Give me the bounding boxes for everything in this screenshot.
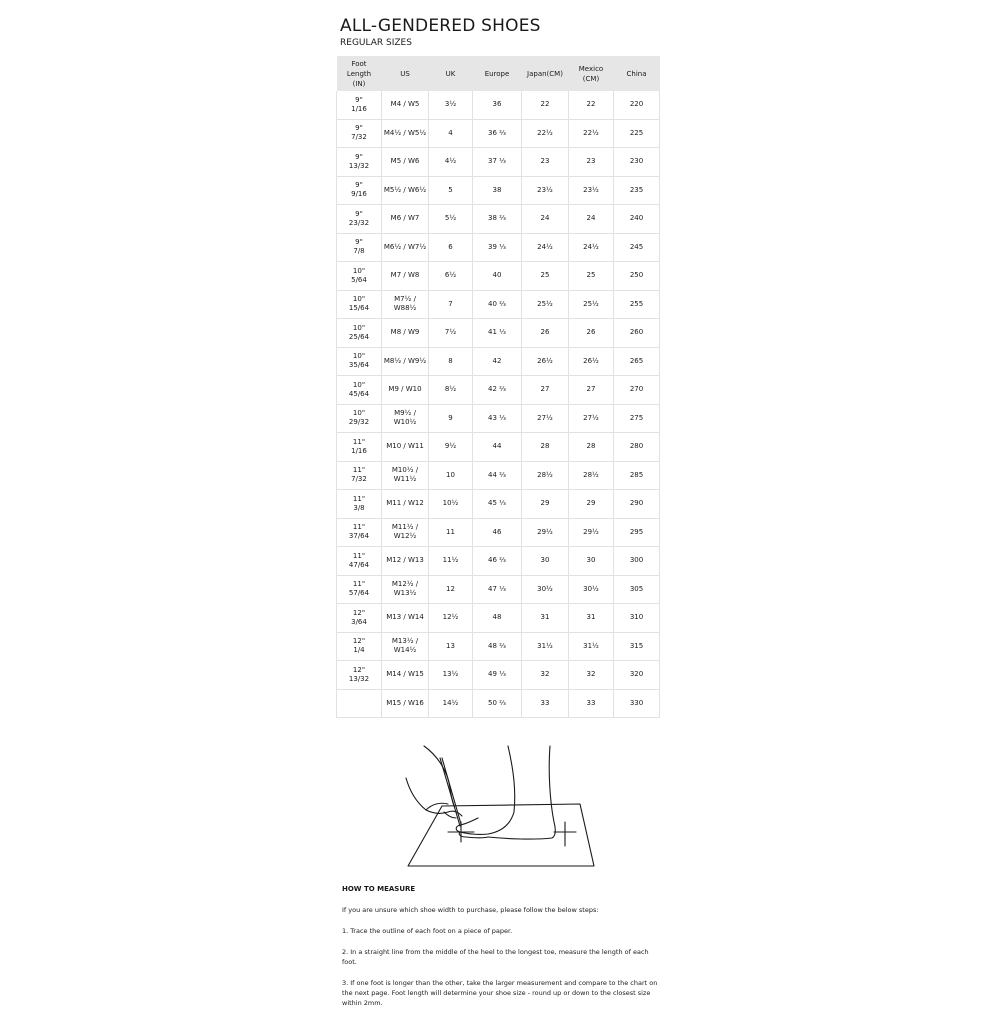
europe-size-cell: 47 ⅓ — [473, 575, 522, 604]
table-row — [337, 404, 660, 433]
uk-size-cell: 6½ — [429, 262, 473, 291]
uk-size-cell: 7 — [429, 290, 473, 319]
japan-size-cell: 26 — [522, 319, 569, 348]
japan-size-cell: 31½ — [522, 632, 569, 661]
page-subtitle: REGULAR SIZES — [340, 38, 412, 48]
us-size-cell: M6 / W7 — [382, 205, 429, 234]
foot-length-cell: 9" 7/8 — [337, 233, 382, 262]
uk-size-cell: 10½ — [429, 490, 473, 519]
europe-size-cell: 50 ⅔ — [473, 689, 522, 718]
foot-length-cell: 11" 3/8 — [337, 490, 382, 519]
mexico-size-cell: 28 — [569, 433, 614, 462]
foot-length-cell: 10" 35/64 — [337, 347, 382, 376]
table-row — [337, 661, 660, 690]
foot-length-cell: 12" 1/4 — [337, 632, 382, 661]
us-size-cell: M12½ / W13½ — [382, 575, 429, 604]
china-size-cell: 310 — [614, 604, 660, 633]
us-size-cell: M7 / W8 — [382, 262, 429, 291]
mexico-size-cell: 25 — [569, 262, 614, 291]
header-japan: Japan(CM) — [522, 56, 569, 91]
mexico-size-cell: 33 — [569, 689, 614, 718]
japan-size-cell: 29½ — [522, 518, 569, 547]
how-to-measure-section — [342, 885, 662, 1019]
uk-size-cell: 8 — [429, 347, 473, 376]
us-size-cell: M4 / W5 — [382, 91, 429, 119]
foot-length-cell: 9" 1/16 — [337, 91, 382, 119]
china-size-cell: 235 — [614, 176, 660, 205]
japan-size-cell: 28 — [522, 433, 569, 462]
table-row — [337, 233, 660, 262]
uk-size-cell: 3½ — [429, 91, 473, 119]
europe-size-cell: 40 — [473, 262, 522, 291]
mexico-size-cell: 24½ — [569, 233, 614, 262]
mexico-size-cell: 22½ — [569, 119, 614, 148]
uk-size-cell: 10 — [429, 461, 473, 490]
table-row — [337, 205, 660, 234]
mexico-size-cell: 28½ — [569, 461, 614, 490]
foot-length-cell: 11" 47/64 — [337, 547, 382, 576]
foot-length-cell: 10" 25/64 — [337, 319, 382, 348]
japan-size-cell: 27 — [522, 376, 569, 405]
mexico-size-cell: 26½ — [569, 347, 614, 376]
table-row — [337, 518, 660, 547]
europe-size-cell: 36 — [473, 91, 522, 119]
foot-length-cell: 9" 7/32 — [337, 119, 382, 148]
uk-size-cell: 4 — [429, 119, 473, 148]
us-size-cell: M14 / W15 — [382, 661, 429, 690]
mexico-size-cell: 27 — [569, 376, 614, 405]
mexico-size-cell: 31 — [569, 604, 614, 633]
uk-size-cell: 12½ — [429, 604, 473, 633]
table-row — [337, 376, 660, 405]
china-size-cell: 275 — [614, 404, 660, 433]
uk-size-cell: 13½ — [429, 661, 473, 690]
table-row — [337, 547, 660, 576]
mexico-size-cell: 26 — [569, 319, 614, 348]
europe-size-cell: 40 ⅔ — [473, 290, 522, 319]
europe-size-cell: 37 ⅓ — [473, 148, 522, 177]
header-europe: Europe — [473, 56, 522, 91]
japan-size-cell: 28½ — [522, 461, 569, 490]
table-row — [337, 461, 660, 490]
china-size-cell: 290 — [614, 490, 660, 519]
china-size-cell: 295 — [614, 518, 660, 547]
japan-size-cell: 22½ — [522, 119, 569, 148]
us-size-cell: M7½ / W88½ — [382, 290, 429, 319]
us-size-cell: M6½ / W7½ — [382, 233, 429, 262]
us-size-cell: M10½ / W11½ — [382, 461, 429, 490]
china-size-cell: 330 — [614, 689, 660, 718]
foot-length-cell: 9" 23/32 — [337, 205, 382, 234]
us-size-cell: M13 / W14 — [382, 604, 429, 633]
us-size-cell: M15 / W16 — [382, 689, 429, 718]
size-chart-body — [337, 91, 660, 718]
table-row — [337, 148, 660, 177]
header-uk: UK — [429, 56, 473, 91]
us-size-cell: M4½ / W5½ — [382, 119, 429, 148]
page-title: ALL-GENDERED SHOES — [340, 16, 541, 36]
uk-size-cell: 8½ — [429, 376, 473, 405]
foot-length-cell: 10" 15/64 — [337, 290, 382, 319]
foot-length-cell: 10" 29/32 — [337, 404, 382, 433]
table-row — [337, 347, 660, 376]
us-size-cell: M11½ / W12½ — [382, 518, 429, 547]
mexico-size-cell: 27½ — [569, 404, 614, 433]
uk-size-cell: 14½ — [429, 689, 473, 718]
europe-size-cell: 44 — [473, 433, 522, 462]
foot-length-cell: 11" 7/32 — [337, 461, 382, 490]
europe-size-cell: 38 — [473, 176, 522, 205]
table-header-row — [337, 56, 660, 91]
china-size-cell: 305 — [614, 575, 660, 604]
mexico-size-cell: 32 — [569, 661, 614, 690]
japan-size-cell: 25½ — [522, 290, 569, 319]
table-row — [337, 290, 660, 319]
mexico-size-cell: 29½ — [569, 518, 614, 547]
size-chart-table — [336, 56, 660, 718]
header-foot-length: Foot Length (IN) — [337, 56, 382, 91]
table-row — [337, 490, 660, 519]
table-row — [337, 176, 660, 205]
foot-measuring-illustration — [404, 742, 600, 868]
japan-size-cell: 31 — [522, 604, 569, 633]
foot-length-cell: 10" 45/64 — [337, 376, 382, 405]
china-size-cell: 315 — [614, 632, 660, 661]
europe-size-cell: 36 ⅔ — [473, 119, 522, 148]
table-row — [337, 632, 660, 661]
uk-size-cell: 9 — [429, 404, 473, 433]
japan-size-cell: 30½ — [522, 575, 569, 604]
europe-size-cell: 41 ⅓ — [473, 319, 522, 348]
header-us: US — [382, 56, 429, 91]
china-size-cell: 300 — [614, 547, 660, 576]
china-size-cell: 270 — [614, 376, 660, 405]
table-row — [337, 575, 660, 604]
table-row — [337, 262, 660, 291]
us-size-cell: M9 / W10 — [382, 376, 429, 405]
us-size-cell: M9½ / W10½ — [382, 404, 429, 433]
uk-size-cell: 5 — [429, 176, 473, 205]
measure-step-1: 1. Trace the outline of each foot on a piece of paper. — [342, 927, 513, 935]
uk-size-cell: 5½ — [429, 205, 473, 234]
us-size-cell: M11 / W12 — [382, 490, 429, 519]
us-size-cell: M13½ / W14½ — [382, 632, 429, 661]
table-row — [337, 319, 660, 348]
us-size-cell: M12 / W13 — [382, 547, 429, 576]
us-size-cell: M5 / W6 — [382, 148, 429, 177]
mexico-size-cell: 31½ — [569, 632, 614, 661]
china-size-cell: 240 — [614, 205, 660, 234]
mexico-size-cell: 24 — [569, 205, 614, 234]
uk-size-cell: 4½ — [429, 148, 473, 177]
uk-size-cell: 11 — [429, 518, 473, 547]
foot-length-cell: 9" 13/32 — [337, 148, 382, 177]
measure-step-2: 2. In a straight line from the middle of the heel to the longest toe, measure the length of each foot. — [342, 948, 649, 966]
table-row — [337, 91, 660, 119]
uk-size-cell: 11½ — [429, 547, 473, 576]
foot-length-cell: 11" 57/64 — [337, 575, 382, 604]
europe-size-cell: 49 ⅓ — [473, 661, 522, 690]
mexico-size-cell: 29 — [569, 490, 614, 519]
europe-size-cell: 43 ⅓ — [473, 404, 522, 433]
foot-length-cell: 11" 37/64 — [337, 518, 382, 547]
header-mexico: Mexico (CM) — [569, 56, 614, 91]
china-size-cell: 250 — [614, 262, 660, 291]
uk-size-cell: 13 — [429, 632, 473, 661]
foot-length-cell: 9" 9/16 — [337, 176, 382, 205]
europe-size-cell: 46 ⅔ — [473, 547, 522, 576]
how-to-measure-intro: If you are unsure which shoe width to purchase, please follow the below steps: — [342, 906, 599, 914]
table-row — [337, 119, 660, 148]
mexico-size-cell: 30 — [569, 547, 614, 576]
japan-size-cell: 23½ — [522, 176, 569, 205]
china-size-cell: 220 — [614, 91, 660, 119]
europe-size-cell: 42 ⅔ — [473, 376, 522, 405]
china-size-cell: 245 — [614, 233, 660, 262]
foot-length-cell: 10" 5/64 — [337, 262, 382, 291]
china-size-cell: 225 — [614, 119, 660, 148]
japan-size-cell: 26½ — [522, 347, 569, 376]
table-row — [337, 433, 660, 462]
japan-size-cell: 24½ — [522, 233, 569, 262]
japan-size-cell: 33 — [522, 689, 569, 718]
japan-size-cell: 22 — [522, 91, 569, 119]
mexico-size-cell: 23 — [569, 148, 614, 177]
europe-size-cell: 46 — [473, 518, 522, 547]
mexico-size-cell: 25½ — [569, 290, 614, 319]
japan-size-cell: 29 — [522, 490, 569, 519]
europe-size-cell: 38 ⅔ — [473, 205, 522, 234]
measure-step-3: 3. If one foot is longer than the other, take the larger measurement and compare to the chart on the next page. Foot length will determine your shoe size - round up or down to the closest size within 2mm. — [342, 979, 658, 1007]
europe-size-cell: 44 ⅔ — [473, 461, 522, 490]
uk-size-cell: 6 — [429, 233, 473, 262]
europe-size-cell: 48 — [473, 604, 522, 633]
japan-size-cell: 27½ — [522, 404, 569, 433]
us-size-cell: M10 / W11 — [382, 433, 429, 462]
europe-size-cell: 39 ⅓ — [473, 233, 522, 262]
foot-length-cell: 11" 1/16 — [337, 433, 382, 462]
japan-size-cell: 23 — [522, 148, 569, 177]
uk-size-cell: 9½ — [429, 433, 473, 462]
china-size-cell: 320 — [614, 661, 660, 690]
us-size-cell: M8½ / W9½ — [382, 347, 429, 376]
china-size-cell: 265 — [614, 347, 660, 376]
japan-size-cell: 24 — [522, 205, 569, 234]
mexico-size-cell: 23½ — [569, 176, 614, 205]
us-size-cell: M8 / W9 — [382, 319, 429, 348]
mexico-size-cell: 30½ — [569, 575, 614, 604]
table-row — [337, 604, 660, 633]
header-china: China — [614, 56, 660, 91]
japan-size-cell: 25 — [522, 262, 569, 291]
foot-length-cell — [337, 689, 382, 718]
china-size-cell: 285 — [614, 461, 660, 490]
mexico-size-cell: 22 — [569, 91, 614, 119]
europe-size-cell: 48 ⅔ — [473, 632, 522, 661]
japan-size-cell: 30 — [522, 547, 569, 576]
china-size-cell: 260 — [614, 319, 660, 348]
foot-length-cell: 12" 3/64 — [337, 604, 382, 633]
uk-size-cell: 7½ — [429, 319, 473, 348]
table-row — [337, 689, 660, 718]
china-size-cell: 280 — [614, 433, 660, 462]
how-to-measure-heading: HOW TO MEASURE — [342, 885, 416, 893]
japan-size-cell: 32 — [522, 661, 569, 690]
uk-size-cell: 12 — [429, 575, 473, 604]
us-size-cell: M5½ / W6½ — [382, 176, 429, 205]
europe-size-cell: 45 ⅓ — [473, 490, 522, 519]
foot-length-cell: 12" 13/32 — [337, 661, 382, 690]
europe-size-cell: 42 — [473, 347, 522, 376]
china-size-cell: 255 — [614, 290, 660, 319]
china-size-cell: 230 — [614, 148, 660, 177]
